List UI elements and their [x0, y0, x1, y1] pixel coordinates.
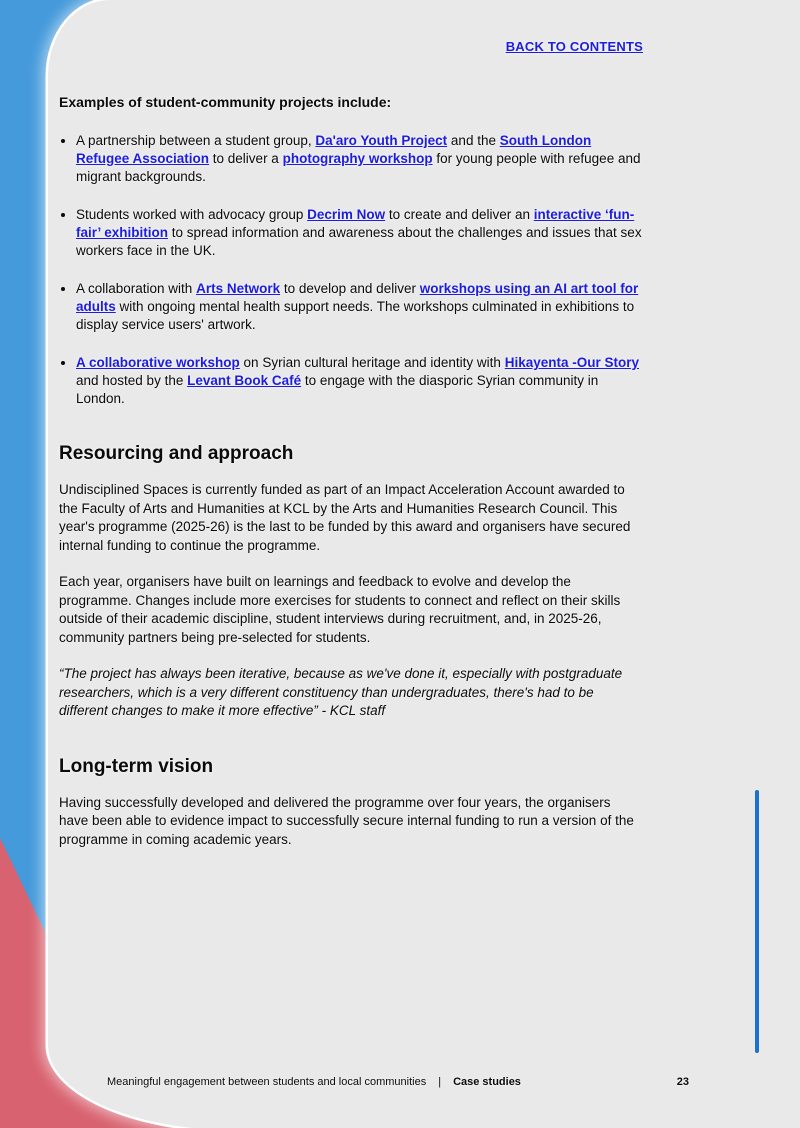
intro-heading: Examples of student-community projects include:: [59, 94, 392, 110]
bullet-text: on Syrian cultural heritage and identity with: [239, 355, 505, 370]
project-bullet-list: [59, 132, 643, 408]
inline-link[interactable]: Decrim Now: [307, 207, 386, 222]
bullet-item: [76, 280, 643, 334]
back-link-row: [59, 38, 643, 56]
inline-link[interactable]: interactive ‘fun-fair’ exhibition: [76, 207, 635, 240]
back-to-contents-link[interactable]: BACK TO CONTENTS: [505, 39, 643, 54]
staff-quote: “The project has always been iterative, because as we've done it, especially with postgraduate researchers, which is a very different constituency than undergraduates, there's had to be different changes to make it more effective” - KCL staff: [59, 666, 623, 718]
resourcing-paragraph-2: Each year, organisers have built on learnings and feedback to evolve and develop the programme. Changes include more exercises for students to connect and reflect on their skills outside of their academic discipline, student interviews during recruitment, and, in 2025-26, community partners being pre-selected for students.: [59, 574, 621, 645]
inline-link[interactable]: workshops using an AI art tool for adults: [76, 281, 639, 314]
page-number: 23: [676, 1076, 689, 1088]
footer-section-label: Case studies: [453, 1076, 521, 1088]
bullet-text: to create and deliver an: [385, 207, 534, 222]
bullet-text: and the: [447, 133, 500, 148]
inline-link[interactable]: Hikayenta -Our Story: [504, 355, 639, 370]
inline-link[interactable]: Da'aro Youth Project: [315, 133, 448, 148]
bullet-text: and hosted by the: [76, 373, 188, 388]
bullet-item: [76, 206, 643, 260]
footer-doc-title: Meaningful engagement between students and local communities: [107, 1076, 427, 1088]
inline-link[interactable]: photography workshop: [282, 151, 433, 166]
bullet-item: [76, 354, 643, 408]
resourcing-heading: Resourcing and approach: [59, 443, 294, 464]
inline-link[interactable]: A collaborative workshop: [76, 355, 240, 370]
page-footer: [107, 1076, 689, 1088]
inline-link[interactable]: Levant Book Café: [187, 373, 302, 388]
bullet-text: to engage with the diasporic Syrian community in London.: [76, 373, 599, 406]
bullet-text: to develop and deliver: [280, 281, 420, 296]
bullet-text: for young people with refugee and migrant backgrounds.: [76, 151, 641, 184]
resourcing-paragraph-1: Undisciplined Spaces is currently funded as part of an Impact Acceleration Account awarded to the Faculty of Arts and Humanities at KCL by the Arts and Humanities Research Council. This year's programme (2025-26) is the last to be funded by this award and organisers have secured internal funding to continue the programme.: [59, 482, 631, 553]
bullet-text: to spread information and awareness about the challenges and issues that sex workers face in the UK.: [76, 225, 642, 258]
inline-link[interactable]: South London Refugee Association: [76, 133, 592, 166]
footer-separator: |: [438, 1076, 442, 1088]
bullet-text: A collaboration with: [76, 281, 197, 296]
inline-link[interactable]: Arts Network: [196, 281, 281, 296]
bullet-item: [76, 132, 643, 186]
bullet-text: with ongoing mental health support needs. The workshops culminated in exhibitions to display service users' artwork.: [76, 299, 635, 332]
bullet-text: A partnership between a student group,: [76, 133, 316, 148]
page-content: [59, 0, 643, 849]
vertical-accent-rule: [755, 790, 759, 1053]
vision-heading: Long-term vision: [59, 755, 214, 777]
bullet-text: to deliver a: [209, 151, 283, 166]
bullet-text: Students worked with advocacy group: [76, 207, 308, 222]
vision-paragraph: Having successfully developed and delivered the programme over four years, the organisers have been able to evidence impact to successfully secure internal funding to run a version of the programme in coming academic years.: [59, 794, 634, 847]
